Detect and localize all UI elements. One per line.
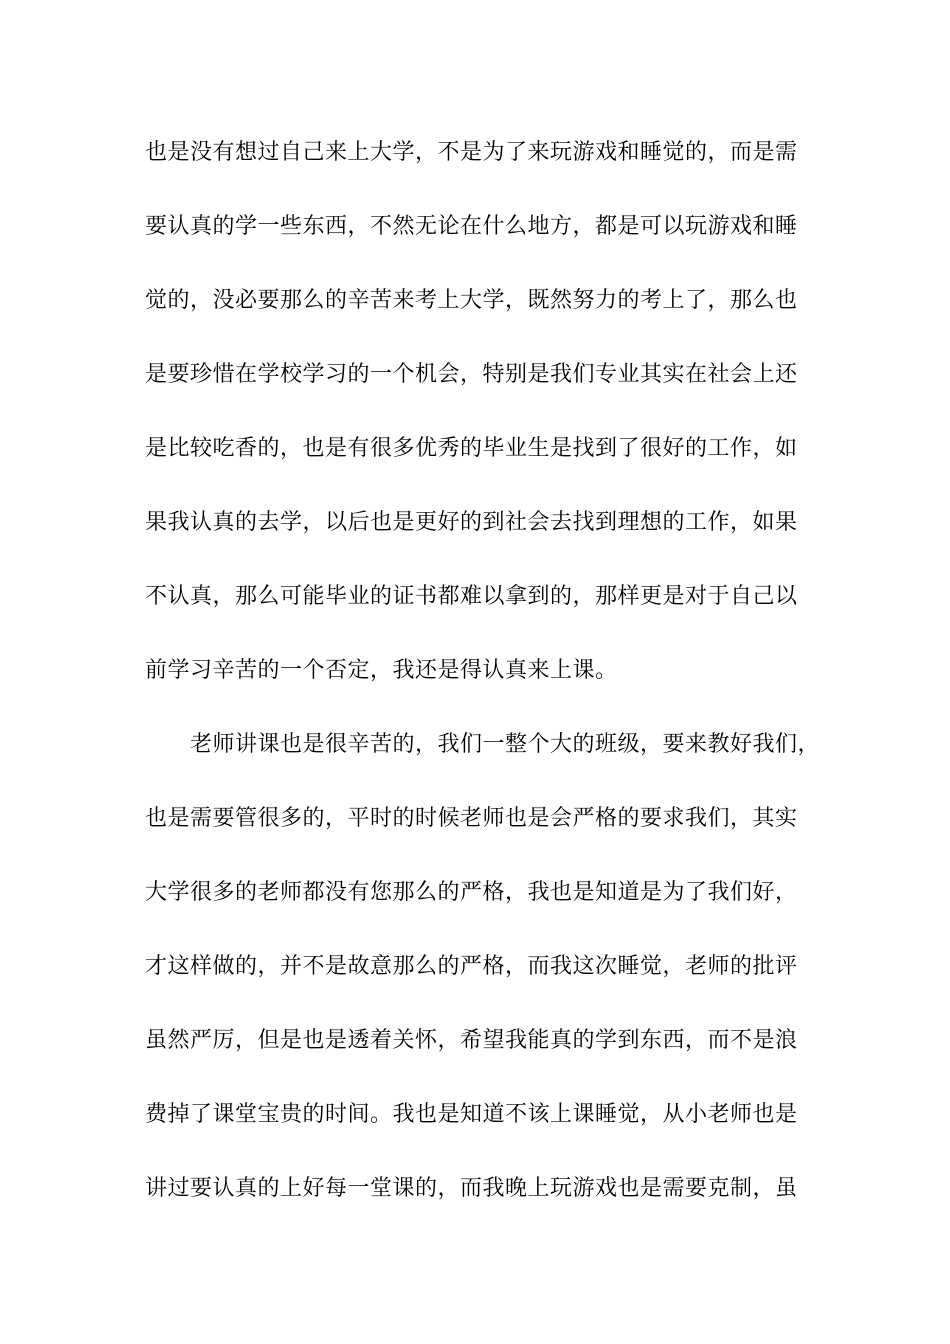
text-line: 不认真，那么可能毕业的证书都难以拿到的，那样更是对于自己以 [145, 584, 798, 609]
text-line: 是比较吃香的，也是有很多优秀的毕业生是找到了很好的工作，如 [145, 436, 798, 461]
text-line: 讲过要认真的上好每一堂课的，而我晚上玩游戏也是需要克制，虽 [145, 1176, 798, 1201]
text-line: 费掉了课堂宝贵的时间。我也是知道不该上课睡觉，从小老师也是 [145, 1102, 798, 1127]
text-line: 也是需要管很多的，平时的时候老师也是会严格的要求我们，其实 [145, 806, 798, 831]
text-line: 也是没有想过自己来上大学，不是为了来玩游戏和睡觉的，而是需 [145, 140, 798, 165]
text-line: 要认真的学一些东西，不然无论在什么地方，都是可以玩游戏和睡 [145, 214, 798, 239]
text-line: 才这样做的，并不是故意那么的严格，而我这次睡觉，老师的批评 [145, 954, 798, 979]
text-line: 是要珍惜在学校学习的一个机会，特别是我们专业其实在社会上还 [145, 362, 798, 387]
text-line: 果我认真的去学，以后也是更好的到社会去找到理想的工作，如果 [145, 510, 798, 535]
text-line: 前学习辛苦的一个否定，我还是得认真来上课。 [145, 658, 618, 683]
document-body [145, 134, 825, 1244]
text-line: 觉的，没必要那么的辛苦来考上大学，既然努力的考上了，那么也 [145, 288, 798, 313]
paragraph-first-line: 老师讲课也是很辛苦的，我们一整个大的班级，要来教好我们， [190, 732, 821, 757]
text-line: 大学很多的老师都没有您那么的严格，我也是知道是为了我们好， [145, 880, 798, 905]
text-line: 虽然严厉，但是也是透着关怀，希望我能真的学到东西，而不是浪 [145, 1028, 798, 1053]
